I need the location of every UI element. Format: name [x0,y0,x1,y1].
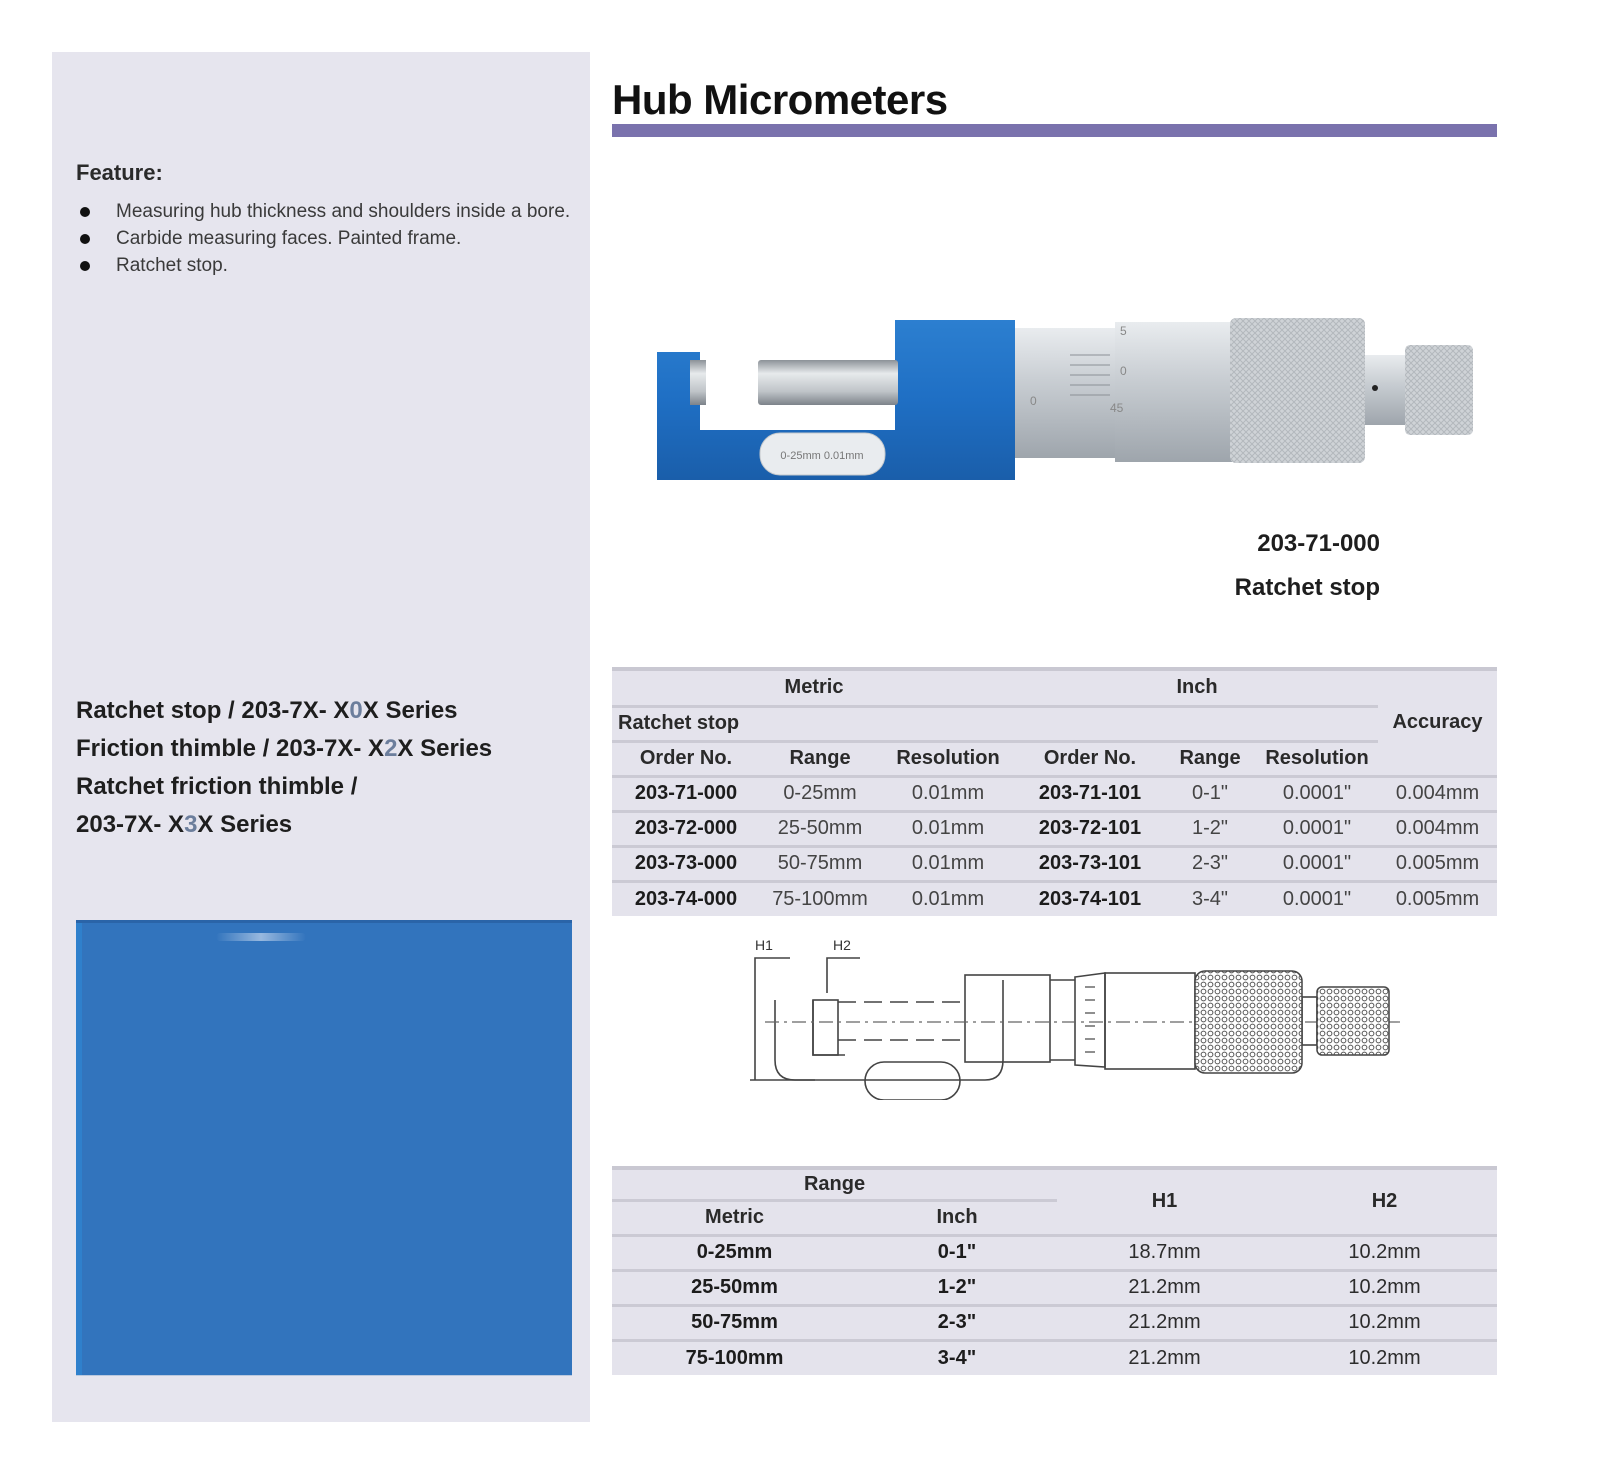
header-metric: Metric [612,671,1016,706]
label-h1: H1 [755,937,773,953]
table-row: 50-75mm 2-3" 21.2mm 10.2mm [612,1305,1497,1340]
table-row: 25-50mm 1-2" 21.2mm 10.2mm [612,1270,1497,1305]
header-accuracy: Accuracy [1378,671,1497,776]
header-inch: Inch [1016,671,1378,706]
col-inch-range: Range [1164,741,1256,776]
title-divider [612,124,1497,137]
micrometer-drawing-icon [745,925,1415,1100]
feature-panel [52,52,590,1422]
series-ratchet-friction-thimble-code: 203-7X- X3X Series [76,811,293,838]
order-spec-table [612,667,1497,916]
table-row: 203-71-000 0-25mm 0.01mm 203-71-101 0-1" 0.0001" 0.004mm [612,776,1497,811]
table-row: 203-72-000 25-50mm 0.01mm 203-72-101 1-2" 0.0001" 0.004mm [612,811,1497,846]
page-title: Hub Micrometers [612,76,948,123]
feature-item: Carbide measuring faces. Painted frame. [76,225,576,252]
svg-text:0: 0 [1120,364,1127,378]
dimension-table [612,1166,1497,1375]
model-number: 203-71-000 [1257,530,1380,557]
svg-text:5: 5 [1120,324,1127,338]
feature-list [76,198,576,279]
svg-text:0: 0 [1030,394,1037,408]
col-inch: Inch [857,1200,1057,1235]
table-row: 0-25mm 0-1" 18.7mm 10.2mm [612,1235,1497,1270]
feature-title: Feature: [76,160,163,185]
bullet-icon [80,234,90,244]
series-friction-thimble: Friction thimble / 203-7X- X2X Series [76,735,493,762]
header-h1: H1 [1057,1170,1272,1235]
hub-micrometer-photo-icon [640,300,1500,500]
series-list [76,692,576,844]
series-ratchet-stop: Ratchet stop / 203-7X- X0X Series [76,697,458,724]
col-inch-resolution: Resolution [1256,741,1378,776]
image-artifact [216,933,306,941]
col-metric-range: Range [760,741,880,776]
bullet-icon [80,207,90,217]
col-metric-resolution: Resolution [880,741,1016,776]
col-metric-order: Order No. [612,741,760,776]
header-h2: H2 [1272,1170,1497,1235]
feature-item: Measuring hub thickness and shoulders inside a bore. [76,198,576,225]
header-range: Range [612,1170,1057,1200]
col-inch-order: Order No. [1016,741,1164,776]
model-variant: Ratchet stop [1234,574,1380,601]
table-row: 75-100mm 3-4" 21.2mm 10.2mm [685,1346,1421,1369]
svg-text:45: 45 [1110,401,1124,415]
bullet-icon [80,261,90,271]
blue-image-placeholder [76,920,572,1375]
label-h2: H2 [833,937,851,953]
svg-text:0-25mm 0.01mm: 0-25mm 0.01mm [780,450,864,462]
table-row: 203-74-000 75-100mm 0.01mm 203-74-101 3-4" 0.0001" 0.005mm [634,887,1480,910]
header-ratchet-stop: Ratchet stop [612,706,1378,741]
table-row: 203-73-000 50-75mm 0.01mm 203-73-101 2-3" 0.0001" 0.005mm [612,846,1497,881]
feature-item: Ratchet stop. [76,252,576,279]
col-metric: Metric [612,1200,857,1235]
series-ratchet-friction-thimble: Ratchet friction thimble / [76,773,358,800]
